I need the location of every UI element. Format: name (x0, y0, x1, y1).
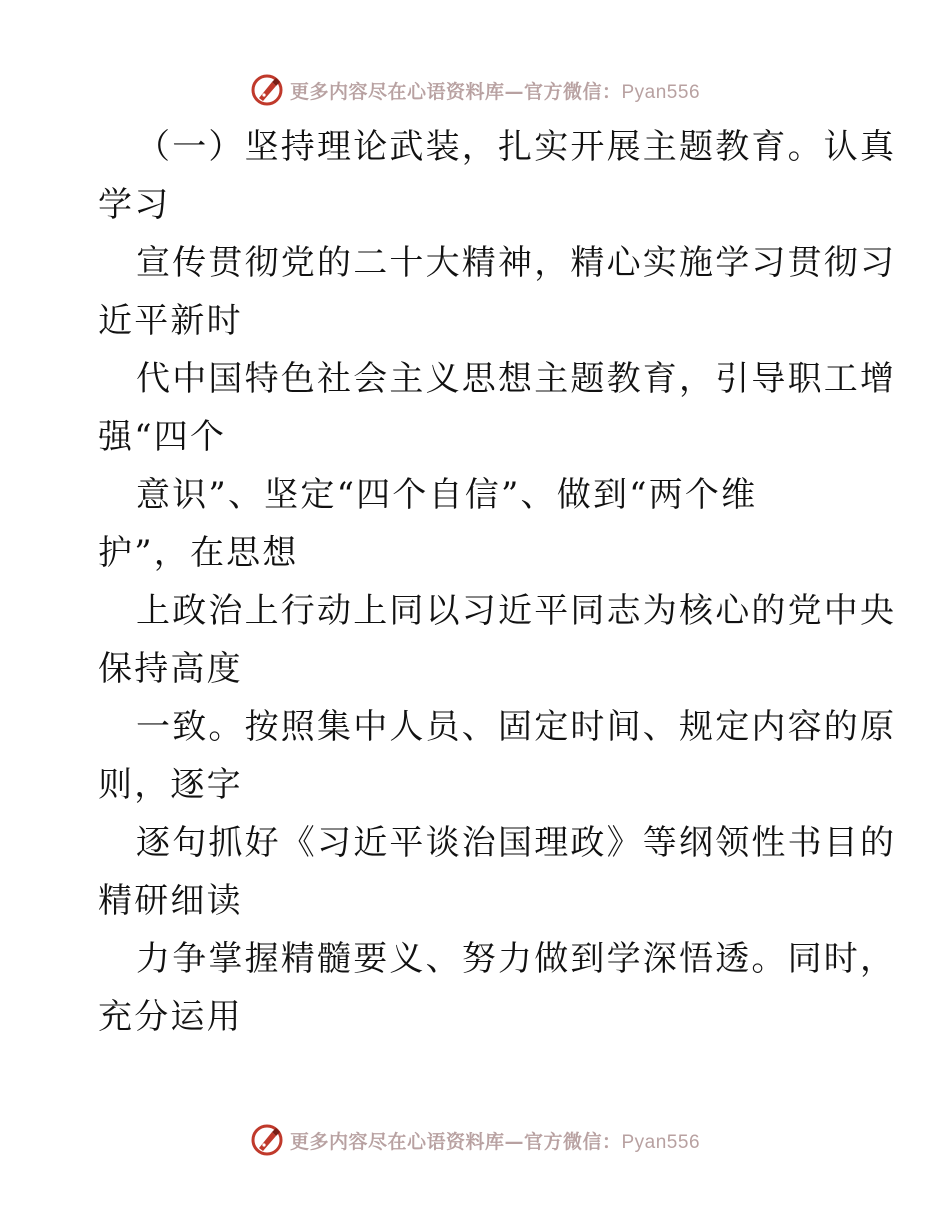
paragraph-line-wrap: 近平新时 (98, 301, 243, 341)
paragraph-line: 代中国特色社会主义思想主题教育，引导职工增 (136, 359, 897, 399)
paragraph-7 (98, 816, 897, 932)
paragraph-line: 上政治上行动上同以习近平同志为核心的党中央 (136, 591, 897, 631)
paragraph-4 (98, 468, 878, 584)
paragraph-line: 宣传贯彻党的二十大精神，精心实施学习贯彻习 (136, 243, 897, 283)
pen-nib-logo-icon (250, 73, 284, 107)
paragraph-5 (98, 584, 897, 700)
paragraph-6 (98, 700, 897, 816)
watermark-wechat-id: Pyan556 (621, 81, 701, 103)
paragraph-line-wrap: 则，逐字 (98, 765, 243, 805)
header-watermark (0, 70, 950, 110)
paragraph-line-wrap: 保持高度 (98, 649, 243, 689)
paragraph-1 (98, 120, 897, 236)
watermark-text: 更多内容尽在心语资料库—官方微信：Pyan556 (289, 1130, 701, 1153)
pen-nib-logo-icon (250, 1123, 284, 1157)
paragraph-line-wrap: 护”，在思想 (98, 533, 299, 573)
document-body (98, 120, 897, 1048)
paragraph-line-wrap: 充分运用 (98, 997, 243, 1037)
paragraph-8 (98, 932, 897, 1048)
paragraph-2 (98, 236, 897, 352)
watermark-text: 更多内容尽在心语资料库—官方微信：Pyan556 (289, 80, 701, 103)
paragraph-line: （一）坚持理论武装，扎实开展主题教育。认真 (136, 127, 897, 167)
paragraph-line: 一致。按照集中人员、固定时间、规定内容的原 (136, 707, 897, 747)
paragraph-3 (98, 352, 897, 468)
footer-watermark (0, 1120, 950, 1160)
paragraph-line: 力争掌握精髓要义、努力做到学深悟透。同时， (136, 939, 897, 979)
paragraph-line: 逐句抓好《习近平谈治国理政》等纲领性书目的 (136, 823, 897, 863)
paragraph-line: 意识”、坚定“四个自信”、做到“两个维 (136, 475, 758, 515)
watermark-wechat-id: Pyan556 (621, 1131, 701, 1153)
paragraph-line-wrap: 学习 (98, 185, 171, 225)
paragraph-line-wrap: 精研细读 (98, 881, 243, 921)
paragraph-line-wrap: 强“四个 (98, 417, 227, 457)
